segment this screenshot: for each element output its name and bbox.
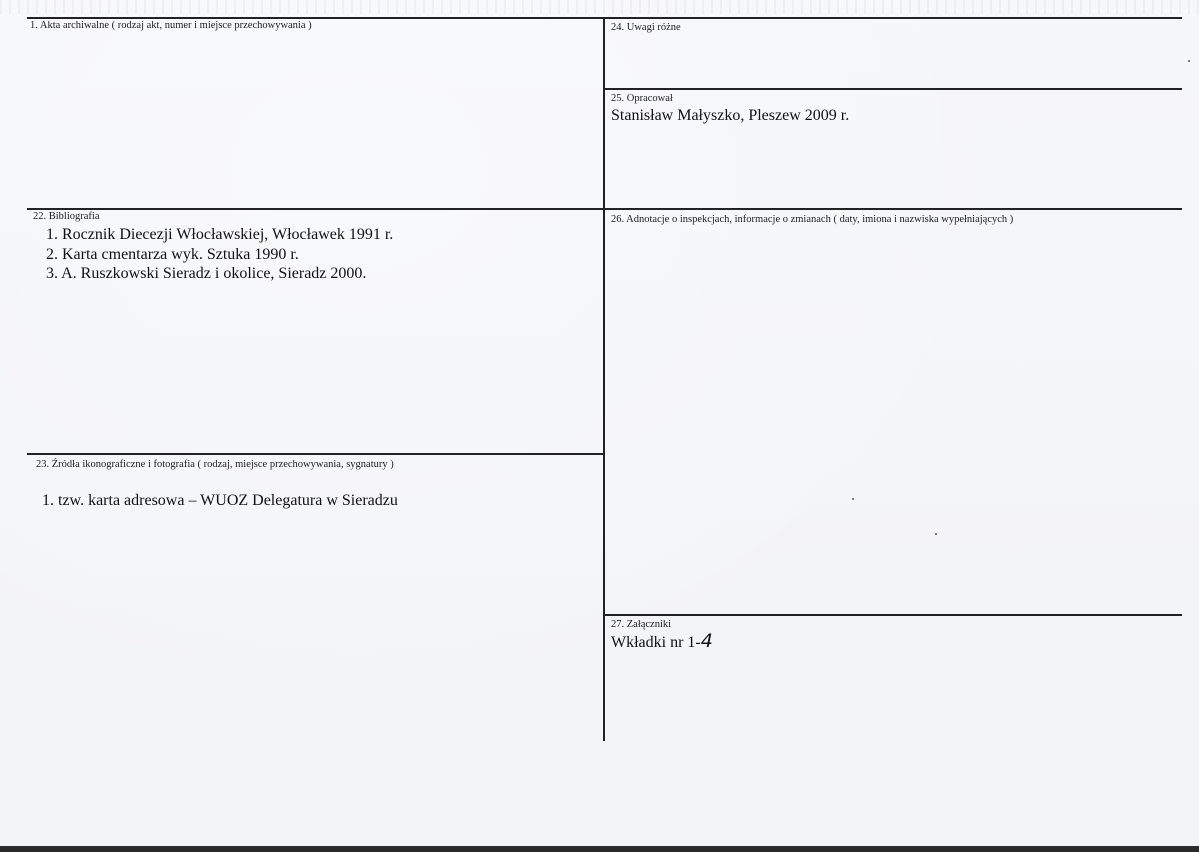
zalaczniki-label: 27. Załączniki (611, 619, 672, 630)
zalaczniki-handwritten-number: 4 (700, 630, 714, 652)
divider-adnotacje-zalaczniki (604, 614, 1182, 616)
scan-top-edge (0, 0, 1199, 14)
zrodla-item: 1. tzw. karta adresowa – WUOZ Delegatura w Sieradzu (42, 492, 398, 509)
opracowal-value: Stanisław Małyszko, Pleszew 2009 r. (611, 107, 850, 124)
divider-uwagi-opracowal (604, 88, 1182, 90)
adnotacje-label: 26. Adnotacje o inspekcjach, informacje o zmianach ( daty, imiona i nazwiska wypełniających ) (611, 214, 1014, 225)
zrodla-list (42, 491, 398, 511)
divider-row-one (27, 208, 1182, 210)
zalaczniki-value (611, 631, 713, 653)
bibliografia-item: 2. Karta cmentarza wyk. Sztuka 1990 r. (46, 245, 299, 263)
bibliografia-item: 3. A. Ruszkowski Sieradz i okolice, Sieradz 2000. (46, 265, 367, 282)
akta-archiwalne-label: 1. Akta archiwalne ( rodzaj akt, numer i miejsce przechowywania ) (30, 20, 312, 31)
scan-speck (1188, 60, 1190, 62)
bibliografia-list (46, 225, 393, 284)
bibliografia-item: 1. Rocznik Diecezji Włocławskiej, Włocławek 1991 r. (46, 226, 394, 243)
zalaczniki-value-text: Wkładki nr 1- (611, 634, 701, 651)
zrodla-ikonograficzne-label: 23. Źródła ikonograficzne i fotografia ( rodzaj, miejsce przechowywania, sygnatury ) (36, 459, 394, 470)
divider-bibliografia-zrodla (27, 453, 604, 455)
scan-speck (852, 498, 854, 500)
opracowal-label: 25. Opracował (611, 93, 673, 104)
uwagi-rozne-label: 24. Uwagi różne (611, 22, 681, 33)
center-divider-line (603, 17, 605, 741)
scan-speck (935, 533, 937, 535)
scan-bottom-edge (0, 846, 1199, 852)
bibliografia-label: 22. Bibliografia (33, 211, 100, 222)
